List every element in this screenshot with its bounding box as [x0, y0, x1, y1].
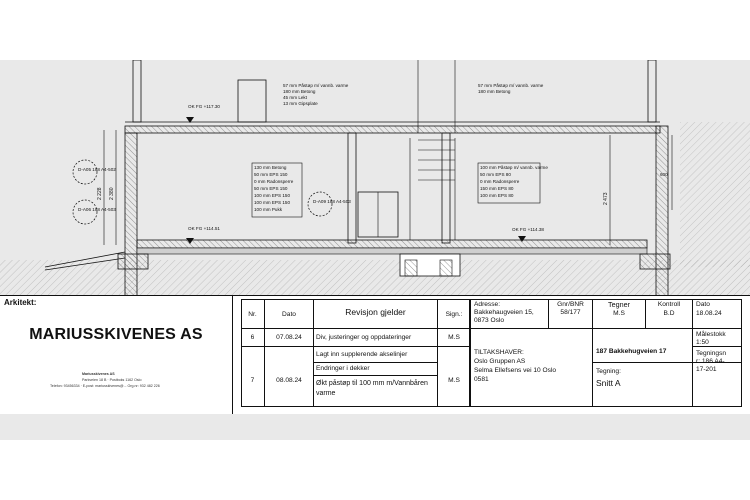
level-1: OK FG +114.51 [188, 226, 220, 231]
adresse-label: Adresse: [474, 301, 501, 308]
layer-ur-1: 180 mm Betong [478, 89, 511, 94]
title-block [0, 295, 750, 414]
layer-ml-6: 100 mm Pukk [254, 207, 283, 212]
rev-header-dato: Dato [282, 311, 296, 318]
tegning-value: Snitt A [596, 378, 621, 388]
tegningsnr-line-0: Tegningsn [696, 350, 727, 357]
rev-7-line-0: Lagt inn supplerende akselinjer [316, 351, 408, 358]
kontroll-label: Kontroll [657, 301, 681, 308]
kontroll-value: B.D [663, 310, 675, 317]
layer-ul-2: 45 mm Lekt [283, 95, 307, 100]
rev-6-dato: 07.08.24 [276, 334, 302, 341]
project-name: 187 Bakkehugveien 17 [596, 348, 667, 355]
tiltakshaver-label: TILTAKSHAVER: [474, 349, 524, 356]
dato-value: 18.08.24 [696, 310, 722, 317]
layer-ml-0: 130 mm Betong [254, 165, 287, 170]
layer-mr-4: 100 mm EPS 80 [480, 193, 514, 198]
layer-mr-3: 150 mm EPS 80 [480, 186, 514, 191]
layer-ml-1: 50 mm EPS 150 [254, 172, 288, 177]
drawing-annotations [78, 82, 668, 232]
level-2: OK FG +114.38 [512, 227, 544, 232]
company-contact: Telefon: 93456334 · E-post: mariusskivenes@... Org.nr: 932 482 226 [50, 384, 160, 388]
rev-header-nr: Nr. [248, 311, 257, 318]
layer-mr-0: 100 mm Påstøp m/ vannb. varme [480, 165, 548, 170]
dim-0: 2 228 [97, 187, 103, 200]
tiltakshaver-line-1: Selma Ellefsens vei 10 Oslo [474, 367, 557, 374]
detail-2: D-A09 188 A4-503 [313, 199, 351, 204]
layer-ul-0: 57 mm Påstøp m/ vannb. varme [283, 83, 349, 88]
detail-0: D-A05 188 A4-502 [78, 167, 116, 172]
tegning-label: Tegning: [596, 368, 621, 375]
tegner-label: Tegner [608, 300, 630, 309]
rev-header-sign: Sign.: [445, 311, 463, 318]
layer-mr-1: 50 mm EPS 80 [480, 172, 511, 177]
rev-6-sign: M.S [448, 334, 460, 341]
rev-6-nr: 6 [250, 334, 255, 341]
layer-mr-2: 0 mm Radonsperre [480, 179, 520, 184]
layer-ul-3: 13 mm Gipsplate [283, 101, 318, 106]
tegningsnr-line-2: 17-201 [696, 366, 717, 373]
company-small: Mariusskivenes AS [82, 372, 115, 376]
level-0: OK FG +117.30 [188, 104, 220, 109]
malestokk-label: Målestokk [696, 331, 726, 338]
layer-ml-3: 50 mm EPS 150 [254, 186, 288, 191]
layer-ur-0: 57 mm Påstøp m/ vannb. varme [478, 83, 544, 88]
detail-1: D-A06 188 A4-503 [78, 207, 116, 212]
company-address: Parkveien 18 B · Postboks 1162 Oslo [82, 378, 142, 382]
dim-1: 2 380 [109, 187, 115, 200]
malestokk-value: 1:50 [696, 339, 709, 346]
dato-label: Dato [696, 301, 710, 308]
adresse-value: Bakkehaugveien 15, 0873 Oslo [474, 309, 534, 324]
rev-7-line-1: Endringer i dekker [316, 365, 370, 372]
layer-ml-5: 100 mm EPS 150 [254, 200, 291, 205]
rev-7-dato: 08.08.24 [276, 377, 302, 384]
tiltakshaver-line-2: 0581 [474, 376, 489, 383]
dim-4: 600 [660, 172, 668, 177]
layer-ul-1: 180 mm Betong [283, 89, 316, 94]
layer-ml-4: 100 mm EPS 150 [254, 193, 291, 198]
section-drawing [0, 60, 750, 295]
dim-2: 2 473 [603, 192, 609, 205]
tegningsnr-line-1: r: 186 A4- [696, 358, 725, 365]
architect-panel [0, 296, 233, 414]
tiltakshaver-line-0: Oslo Gruppen AS [474, 358, 526, 365]
tegner-value: M.S [613, 310, 625, 317]
rev-6-text: Div, justeringer og oppdateringer [316, 334, 412, 341]
company-name: MARIUSSKIVENES AS [29, 326, 203, 343]
gnr-label: Gnr/BNR [557, 301, 584, 308]
gnr-value: 58/177 [560, 309, 581, 316]
rev-7-sign: M.S [448, 377, 460, 384]
rev-7-line-2: Økt påstøp til 100 mm m/Vannbåren varme [316, 380, 428, 397]
rev-header-rev: Revisjon gjelder [345, 307, 406, 317]
rev-7-nr: 7 [250, 377, 255, 384]
architect-label: Arkitekt: [4, 298, 37, 307]
layer-ml-2: 0 mm Radonsperre [254, 179, 294, 184]
